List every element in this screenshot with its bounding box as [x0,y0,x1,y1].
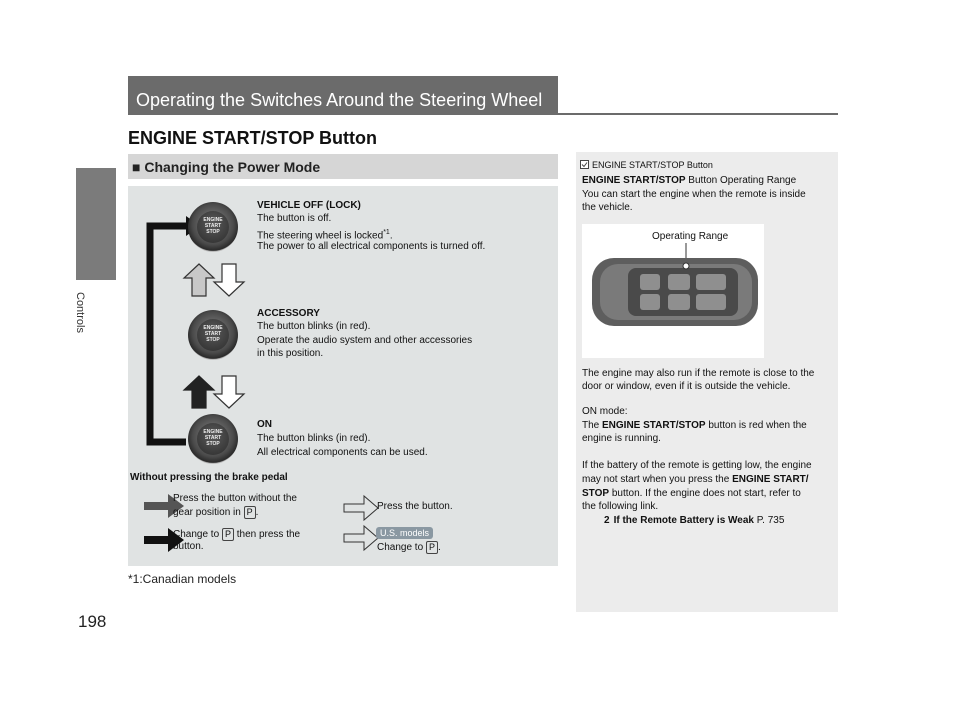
p2-line1-b: button is red when the [705,420,807,431]
legend-dark-action-text: Change to [377,542,426,553]
button-face-line3: STOP [206,441,220,447]
subheading-bullet: ■ [132,159,141,175]
legend-heading: Without pressing the brake pedal [130,472,288,483]
arrow-up-dark-2 [184,376,214,408]
mode-on-line1: The button blinks (in red). [257,433,371,444]
link-page: P. 735 [753,515,785,526]
mode-accessory-line3: in this position. [257,348,324,359]
button-face-line2: START [204,331,222,337]
engine-button-off [188,202,238,252]
note-icon [580,160,590,170]
range-title-rest: Button Operating Range [685,175,797,186]
footnote-ref: *1 [383,229,390,236]
header-rule [128,113,838,115]
subheading-text: Changing the Power Mode [144,159,321,175]
mode-accessory-name: ACCESSORY [257,308,320,319]
link-arrow-icon: 2 [604,515,610,526]
engine-button-face [197,319,229,351]
legend-dark-line1-text: Change to [173,529,222,540]
p3-line3-b: button. If the engine does not start, refer to [609,488,801,499]
arrow-down-outline-1 [214,264,244,296]
mode-accessory-line2: Operate the audio system and other accessories [257,335,473,346]
button-face-line3: STOP [206,229,220,235]
gear-p-key: P [426,541,438,554]
button-face-line2: START [204,435,222,441]
button-face-line1: ENGINE [203,325,223,331]
p3-line2-bold: ENGINE START/ [732,474,809,485]
engine-button-face [197,423,229,455]
p1-line1: The engine may also run if the remote is close to the [582,368,815,379]
p3-line3-bold: STOP [582,488,610,499]
button-face-line3: STOP [206,337,220,343]
us-models-badge: U.S. models [376,527,433,539]
power-mode-diagram [128,186,558,566]
sidebar-note [576,152,838,612]
range-title [582,175,796,187]
button-face-line2: START [204,223,222,229]
remote-battery-link[interactable] [604,515,784,527]
mode-on-name: ON [257,419,272,430]
section-title: ENGINE START/STOP Button [128,128,378,148]
legend-dark-line1-end: then press the [233,529,301,540]
p2-line2: engine is running. [582,433,661,444]
p3-line4: the following link. [582,501,659,512]
legend-dark-line2: button. [173,541,204,552]
arrow-down-outline-2 [214,376,244,408]
p2-line1-a: The [582,420,603,431]
sidebar-heading: ENGINE START/STOP Button [592,160,713,170]
engine-button-on [188,414,238,464]
mode-off-line1: The button is off. [257,213,332,224]
page-title: Operating the Switches Around the Steering Wheel [136,90,543,110]
legend-dark-action [377,541,441,554]
arrow-up-light-1 [184,264,214,296]
legend-light-line2-end: . [255,507,259,518]
mode-on-line2: All electrical components can be used. [257,447,428,458]
gear-p-key: P [222,528,234,541]
operating-range-figure [582,224,764,358]
p2-label: ON mode: [582,406,628,417]
cycle-bracket [150,226,186,442]
p3-line2 [582,474,809,486]
legend-arrow-outline-1 [344,496,378,520]
mode-off-name: VEHICLE OFF (LOCK) [257,200,361,211]
legend-light-action: Press the button. [377,501,453,512]
engine-button-accessory [188,310,238,360]
range-desc1: You can start the engine when the remote is inside [582,189,806,200]
button-face-line1: ENGINE [203,217,223,223]
p3-line2-a: may not start when you press the [582,474,733,485]
vehicle-top-view [582,224,764,358]
mode-off-line3: The power to all electrical components is turned off. [257,241,486,252]
link-title[interactable]: If the Remote Battery is Weak [613,515,754,526]
mode-off-line2-end: . [389,230,393,242]
p1-line2: door or window, even if it is outside the vehicle. [582,381,791,392]
button-face-line1: ENGINE [203,429,223,435]
range-title-bold: ENGINE START/STOP [582,175,686,186]
p3-line1: If the battery of the remote is getting low, the engine [582,460,812,471]
legend-dark-line1 [173,528,300,541]
legend-dark-action-end: . [437,542,441,553]
mode-off-line2-text: The steering wheel is locked [257,230,384,242]
mode-accessory-line1: The button blinks (in red). [257,321,371,332]
p2-line1-bold: ENGINE START/STOP [602,420,706,431]
p3-line3 [582,488,801,500]
engine-button-face [197,211,229,243]
legend-arrow-outline-2 [344,526,378,550]
range-desc2: the vehicle. [582,202,633,213]
operating-range-label: Operating Range [652,231,729,242]
footnote: *1:Canadian models [128,572,237,586]
section-tab [76,168,116,280]
subheading [132,159,320,175]
legend-light-line2-text: gear position in [173,507,244,518]
legend-light-line2 [173,506,258,519]
page-number: 198 [78,612,107,631]
legend-light-line1: Press the button without the [173,493,297,504]
p2-line1 [582,420,807,432]
section-label: Controls [74,292,86,333]
gear-p-key: P [244,506,256,519]
